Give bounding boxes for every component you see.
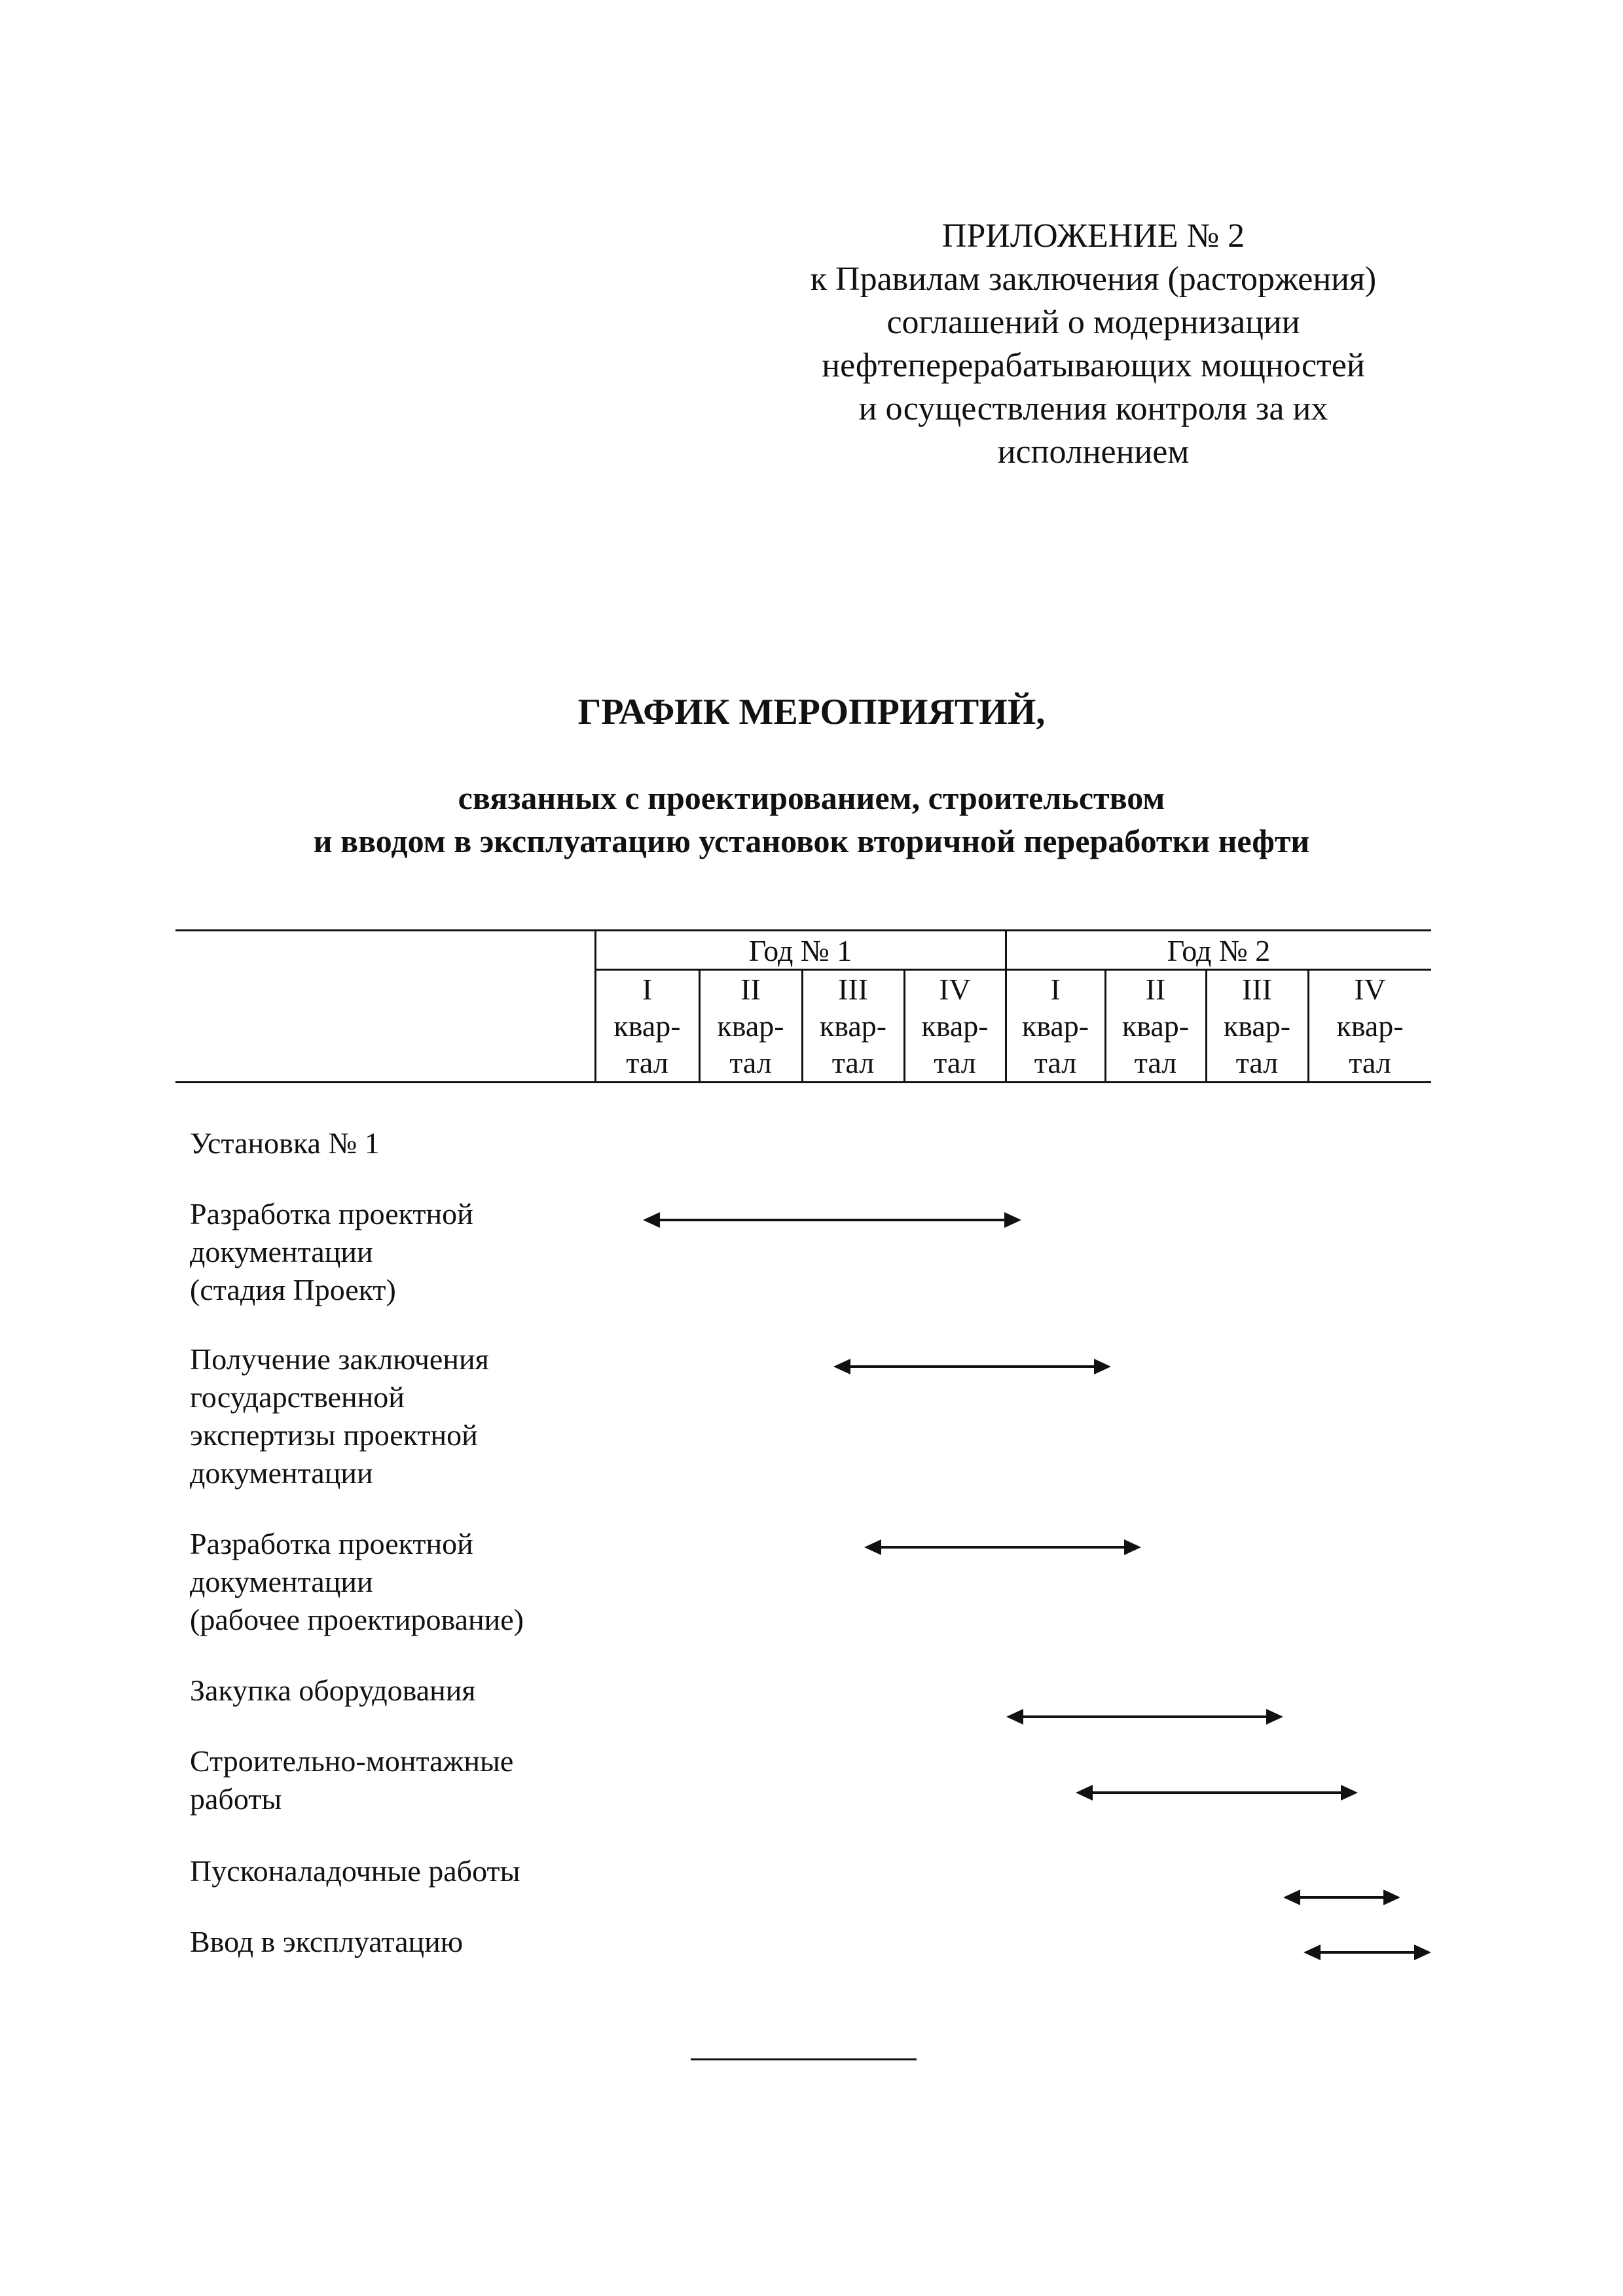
document-title: ГРАФИК МЕРОПРИЯТИЙ, — [577, 692, 1046, 732]
quarter-header: IV квар- тал — [1336, 973, 1404, 1079]
timeline-arrow — [1283, 1888, 1400, 1907]
task-label: Ввод в эксплуатацию — [190, 1925, 464, 1958]
appendix-title: ПРИЛОЖЕНИЕ № 2 — [941, 217, 1245, 255]
year-1-label: Год № 1 — [748, 934, 852, 967]
timeline-arrow — [864, 1537, 1141, 1557]
closing-rule — [691, 2058, 917, 2060]
timeline-arrow — [833, 1357, 1111, 1376]
task-label: Разработка проектной документации (рабочее проектирование) — [190, 1527, 524, 1636]
document-subtitle-1: связанных с проектированием, строительством — [458, 780, 1165, 816]
document-heading — [0, 686, 1623, 863]
task-label: Пусконаладочные работы — [190, 1854, 520, 1888]
quarter-header: I квар- тал — [613, 973, 681, 1079]
task-label: Строительно-монтажные работы — [190, 1744, 514, 1816]
timeline-arrow — [1006, 1707, 1283, 1727]
task-label: Получение заключения государственной экспертизы проектной документации — [190, 1342, 489, 1490]
appendix-line: соглашений о модернизации — [886, 304, 1300, 341]
appendix-line: нефтеперерабатывающих мощностей — [822, 347, 1365, 384]
appendix-line: к Правилам заключения (расторжения) — [810, 260, 1377, 298]
unit-label: Установка № 1 — [190, 1126, 380, 1160]
quarter-header: III квар- тал — [819, 973, 887, 1079]
timeline-arrow — [643, 1210, 1021, 1230]
table-bottom-rule — [175, 1081, 1431, 1083]
quarter-header: IV квар- тал — [921, 973, 989, 1079]
quarter-header: I квар- тал — [1021, 973, 1089, 1079]
quarter-header: III квар- тал — [1223, 973, 1291, 1079]
quarter-header: II квар- тал — [717, 973, 784, 1079]
timeline-arrow — [1076, 1783, 1357, 1803]
appendix-line: и осуществления контроля за их — [858, 390, 1328, 427]
document-subtitle-2: и вводом в эксплуатацию установок вторичной переработки нефти — [313, 823, 1310, 859]
appendix-header — [681, 215, 1506, 474]
table-top-rule — [175, 929, 1431, 931]
quarter-header: II квар- тал — [1122, 973, 1190, 1079]
task-label: Разработка проектной документации (стадия Проект) — [190, 1197, 473, 1306]
appendix-line: исполнением — [997, 433, 1190, 471]
year-2-label: Год № 2 — [1167, 934, 1271, 967]
timeline-arrow — [1304, 1943, 1431, 1962]
task-label: Закупка оборудования — [190, 1674, 476, 1707]
